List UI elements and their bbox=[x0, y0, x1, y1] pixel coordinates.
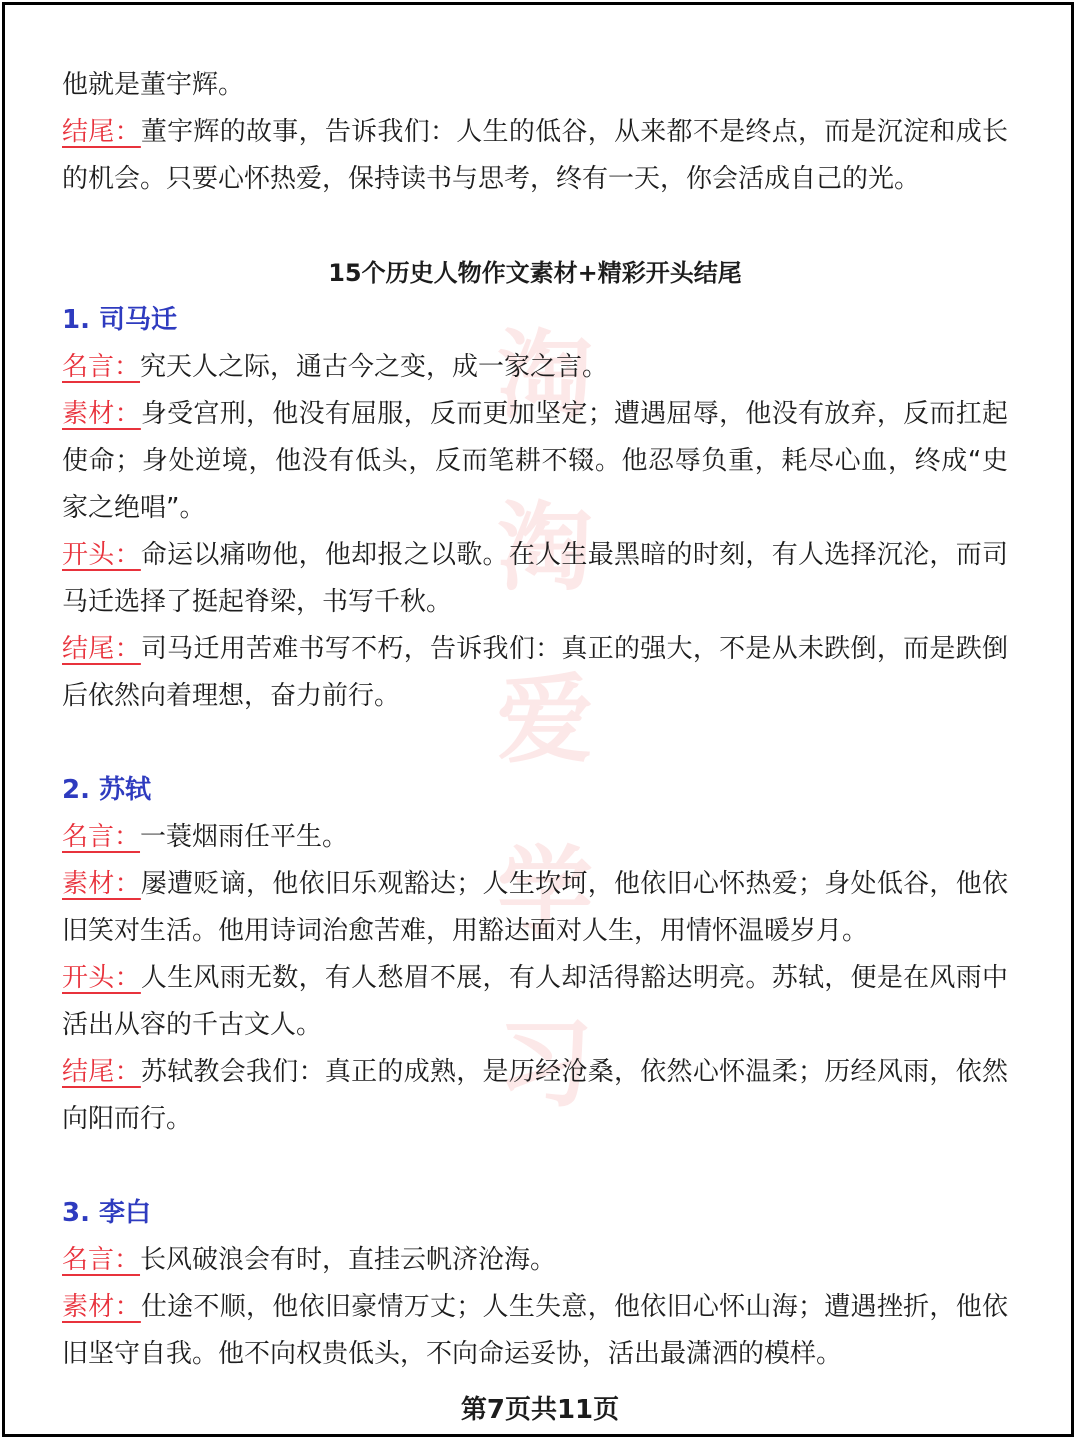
ending-text: 苏轼教会我们：真正的成熟，是历经沧桑，依然心怀温柔；历经风雨，依然向阳而行。 bbox=[62, 1057, 1008, 1134]
opening-text: 人生风雨无数，有人愁眉不展，有人却活得豁达明亮。苏轼，便是在风雨中活出从容的千古文人。 bbox=[62, 963, 1008, 1040]
opening-line bbox=[62, 532, 1008, 626]
page-number: 第7页共11页 bbox=[460, 1395, 620, 1425]
ending-label: 结尾： bbox=[62, 634, 141, 664]
material-text: 屡遭贬谪，他依旧乐观豁达；人生坎坷，他依旧心怀热爱；身处低谷，他依旧笑对生活。他用诗词治愈苦难，用豁达面对人生，用情怀温暖岁月。 bbox=[62, 869, 1008, 946]
ending-text: 司马迁用苦难书写不朽，告诉我们：真正的强大，不是从未跌倒，而是跌倒后依然向着理想，奋力前行。 bbox=[62, 634, 1008, 711]
watermark-char: 习 bbox=[497, 1007, 593, 1120]
section-heading: 2. 苏轼 bbox=[62, 775, 152, 805]
material-line bbox=[62, 1284, 1008, 1378]
material-label: 素材： bbox=[62, 1292, 141, 1322]
quote-text: 一蓑烟雨任平生。 bbox=[140, 822, 349, 852]
quote-line bbox=[62, 344, 1008, 391]
ending-line bbox=[62, 626, 1008, 720]
watermark-char: 学 bbox=[497, 835, 593, 948]
quote-text: 长风破浪会有时，直挂云帆济沧海。 bbox=[140, 1245, 557, 1275]
document-title: 15个历史人物作文素材+精彩开头结尾 bbox=[328, 259, 742, 287]
quote-text: 究天人之际，通古今之变，成一家之言。 bbox=[140, 352, 609, 382]
section-heading: 1. 司马迁 bbox=[62, 305, 178, 335]
quote-line bbox=[62, 814, 1008, 861]
quote-label: 名言： bbox=[62, 822, 141, 852]
ending-label: 结尾： bbox=[62, 117, 141, 147]
quote-label: 名言： bbox=[62, 1245, 141, 1275]
material-line bbox=[62, 861, 1008, 955]
opening-text: 命运以痛吻他，他却报之以歌。在人生最黑暗的时刻，有人选择沉沦，而司马迁选择了挺起脊梁，书写千秋。 bbox=[62, 540, 1008, 617]
ending-line bbox=[62, 1049, 1008, 1143]
section-libai bbox=[62, 1190, 1008, 1378]
intro-line: 他就是董宇辉。 bbox=[62, 70, 245, 100]
section-simaqian bbox=[62, 297, 1008, 720]
opening-label: 开头： bbox=[62, 963, 141, 993]
section-sushi bbox=[62, 767, 1008, 1143]
quote-line bbox=[62, 1237, 1008, 1284]
material-label: 素材： bbox=[62, 869, 141, 899]
quote-label: 名言： bbox=[62, 352, 141, 382]
document-body bbox=[62, 62, 1008, 1378]
material-label: 素材： bbox=[62, 399, 141, 429]
material-line bbox=[62, 391, 1008, 532]
material-text: 身受宫刑，他没有屈服，反而更加坚定；遭遇屈辱，他没有放弃，反而扛起使命；身处逆境，他没有低头，反而笔耕不辍。他忍辱负重，耗尽心血，终成“史家之绝唱”。 bbox=[62, 399, 1008, 523]
section-heading: 3. 李白 bbox=[62, 1198, 152, 1228]
opening-label: 开头： bbox=[62, 540, 141, 570]
watermark-char: 爱 bbox=[497, 663, 593, 776]
watermark-char: 淘 bbox=[497, 491, 593, 604]
watermark-char: 淘 bbox=[497, 319, 593, 432]
intro-ending bbox=[62, 109, 1008, 203]
ending-text: 董宇辉的故事，告诉我们：人生的低谷，从来都不是终点，而是沉淀和成长的机会。只要心怀热爱，保持读书与思考，终有一天，你会活成自己的光。 bbox=[62, 117, 1008, 194]
ending-label: 结尾： bbox=[62, 1057, 141, 1087]
material-text: 仕途不顺，他依旧豪情万丈；人生失意，他依旧心怀山海；遭遇挫折，他依旧坚守自我。他不向权贵低头，不向命运妥协，活出最潇洒的模样。 bbox=[62, 1292, 1008, 1369]
opening-line bbox=[62, 955, 1008, 1049]
